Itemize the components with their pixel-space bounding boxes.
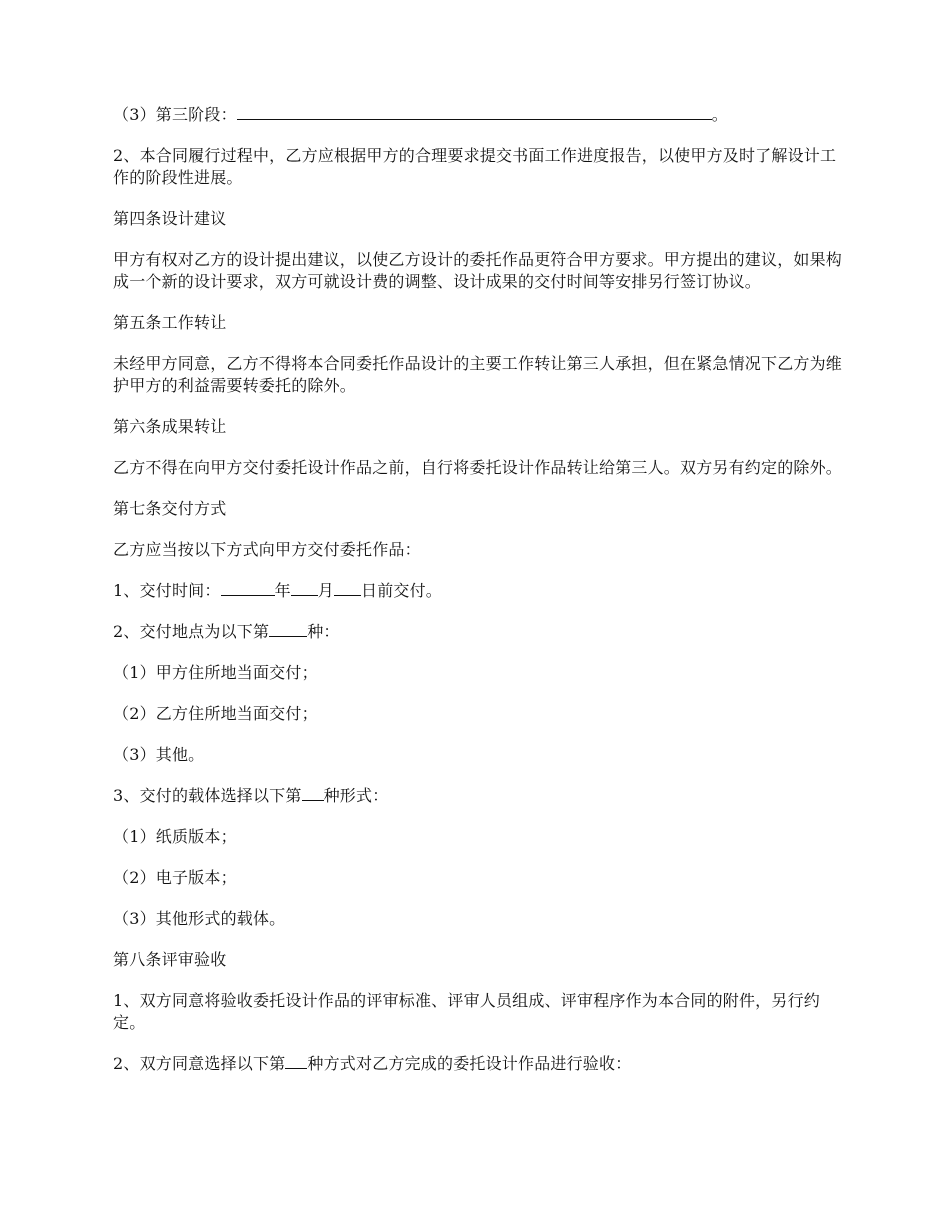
article-7-intro: 乙方应当按以下方式向甲方交付委托作品： [113, 540, 421, 559]
article-4-paragraph: 甲方有权对乙方的设计提出建议，以使乙方设计的委托作品更符合甲方要求。甲方提出的建议，如果构成一个新的设计要求，双方可就设计费的调整、设计成果的交付时间等安排另行签订协议。 [113, 250, 843, 291]
carrier-option-3: （3）其他形式的载体。 [113, 909, 286, 928]
place-option-2: （2）乙方住所地当面交付； [113, 704, 318, 723]
article-4-heading: 第四条设计建议 [113, 209, 227, 228]
year-label: 年 [274, 581, 291, 600]
delivery-place-end: 种： [307, 622, 340, 641]
article-5-heading: 第五条工作转让 [113, 313, 227, 332]
day-label: 日前交付。 [361, 581, 443, 600]
document-page [113, 104, 843, 1094]
carrier-option-1: （1）纸质版本； [113, 827, 237, 846]
acceptance-choice-blank [285, 1054, 307, 1069]
stage3-end: 。 [711, 105, 728, 124]
acceptance-end: 种方式对乙方完成的委托设计作品进行验收： [307, 1054, 632, 1073]
acceptance-method-line [113, 1053, 843, 1075]
place-option-1: （1）甲方住所地当面交付； [113, 663, 318, 682]
delivery-place-label: 2、交付地点为以下第 [113, 622, 270, 641]
carrier-line [113, 785, 843, 807]
delivery-place-line [113, 621, 843, 643]
article-6-paragraph: 乙方不得在向甲方交付委托设计作品之前，自行将委托设计作品转让给第三人。双方另有约定的除外。 [113, 458, 843, 477]
carrier-choice-blank [302, 786, 324, 801]
stage3-blank [237, 105, 712, 120]
acceptance-label: 2、双方同意选择以下第 [113, 1054, 286, 1073]
place-option-3: （3）其他。 [113, 745, 205, 764]
progress-report-paragraph: 2、本合同履行过程中，乙方应根据甲方的合理要求提交书面工作进度报告，以使甲方及时了解设计工作的阶段性进展。 [113, 146, 837, 187]
delivery-time-line [113, 580, 843, 602]
month-blank [291, 581, 318, 596]
month-label: 月 [317, 581, 334, 600]
carrier-option-2: （2）电子版本； [113, 868, 237, 887]
day-blank [334, 581, 361, 596]
stage3-line [113, 104, 843, 126]
stage3-label: （3）第三阶段： [113, 105, 237, 124]
article-5-paragraph: 未经甲方同意，乙方不得将本合同委托作品设计的主要工作转让第三人承担，但在紧急情况下乙方为维护甲方的利益需要转委托的除外。 [113, 354, 843, 395]
article-8-heading: 第八条评审验收 [113, 950, 227, 969]
article-7-heading: 第七条交付方式 [113, 499, 227, 518]
delivery-time-label: 1、交付时间： [113, 581, 221, 600]
carrier-end: 种形式： [323, 786, 389, 805]
carrier-label: 3、交付的载体选择以下第 [113, 786, 302, 805]
year-blank [221, 581, 275, 596]
article-6-heading: 第六条成果转让 [113, 417, 227, 436]
place-choice-blank [269, 622, 307, 637]
article-8-paragraph-1: 1、双方同意将验收委托设计作品的评审标准、评审人员组成、评审程序作为本合同的附件，另行约定。 [113, 991, 820, 1032]
